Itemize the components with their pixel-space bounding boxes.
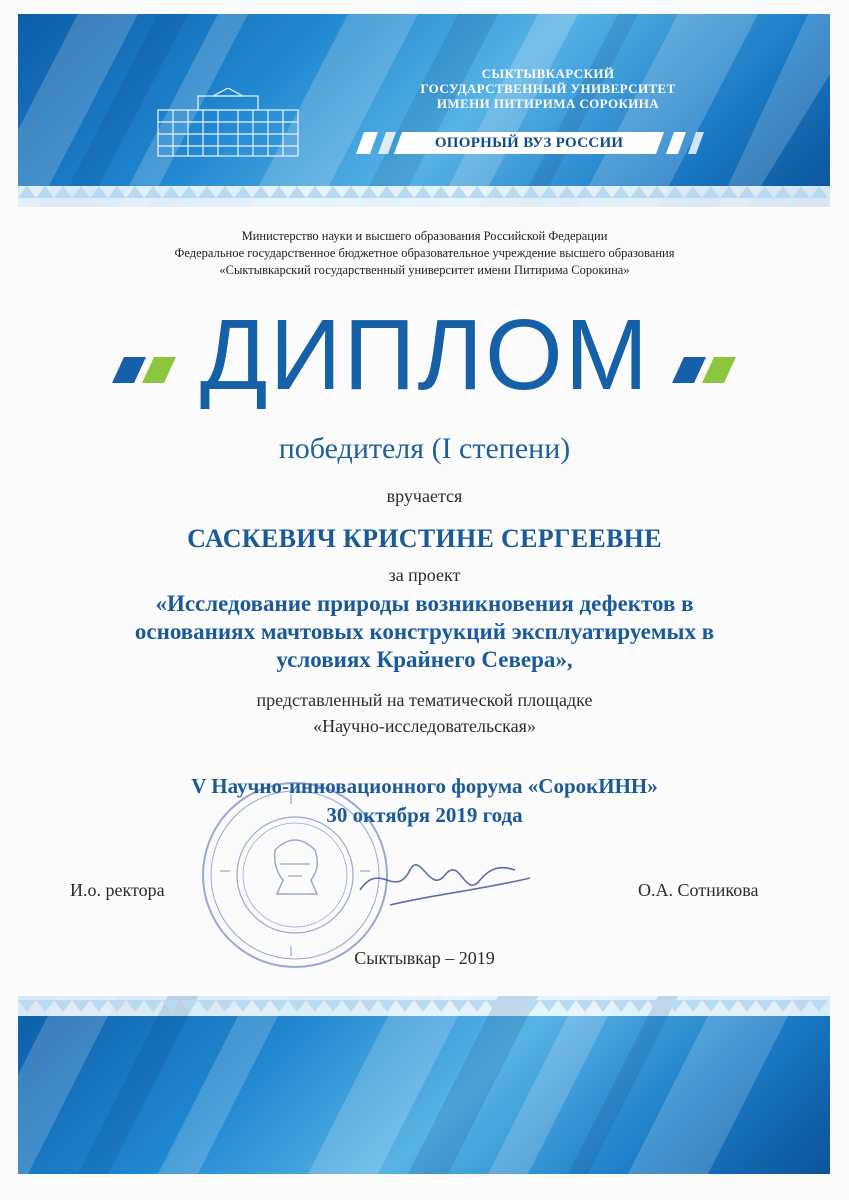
title-left-deco — [112, 357, 178, 383]
subtitle: победителя (I степени) — [278, 432, 571, 465]
event-date: 30 октября 2019 года — [326, 803, 523, 827]
ministry-line-3: «Сыктывкарский государственный университет имени Питирима Сорокина» — [219, 263, 630, 277]
document-title: ДИПЛОМ — [199, 299, 651, 411]
signatory-name: О.А. Сотникова — [638, 880, 759, 900]
forum-name: V Научно-инновационного форума «СорокИНН» — [191, 774, 658, 798]
footer-stripes — [18, 996, 830, 1174]
for-project-text: за проект — [388, 565, 461, 585]
ministry-block — [0, 228, 849, 279]
badge-label: ОПОРНЫЙ ВУЗ РОССИИ — [434, 134, 624, 151]
header-banner — [18, 14, 830, 207]
handwritten-signature — [350, 840, 540, 920]
recipient-name: САСКЕВИЧ КРИСТИНЕ СЕРГЕЕВНЕ — [187, 524, 662, 553]
footer-banner — [18, 996, 830, 1174]
badge-left-deco — [348, 132, 398, 154]
title-right-deco — [672, 357, 738, 383]
university-name-line-3: ИМЕНИ ПИТИРИМА СОРОКИНА — [436, 96, 660, 111]
project-line-1: «Исследование природы возникновения дефектов в — [155, 591, 694, 616]
presented-text: представленный на тематической площадке — [256, 690, 593, 710]
platform-name: «Научно-исследовательская» — [313, 716, 536, 736]
badge-opora — [394, 132, 664, 154]
footer-ornament — [18, 1000, 830, 1018]
city-year: Сыктывкар – 2019 — [354, 948, 495, 968]
ministry-line-1: Министерство науки и высшего образования Российской Федерации — [241, 229, 608, 243]
university-name-line-2: ГОСУДАРСТВЕННЫЙ УНИВЕРСИТЕТ — [420, 81, 676, 96]
badge-right-deco — [664, 132, 714, 154]
project-line-3: условиях Крайнего Севера», — [276, 647, 573, 672]
given-text: вручается — [386, 486, 463, 506]
university-name-line-1: СЫКТЫВКАРСКИЙ — [481, 66, 615, 81]
university-name — [398, 66, 698, 111]
ornament-border — [18, 180, 830, 198]
project-title — [0, 590, 849, 674]
university-building-icon — [153, 88, 303, 160]
project-line-2: основаниях мачтовых конструкций эксплуатируемых в — [134, 619, 715, 644]
ministry-line-2: Федеральное государственное бюджетное образовательное учреждение высшего образования — [174, 246, 675, 260]
title-row — [0, 299, 849, 412]
signatory-title: И.о. ректора — [70, 880, 165, 900]
